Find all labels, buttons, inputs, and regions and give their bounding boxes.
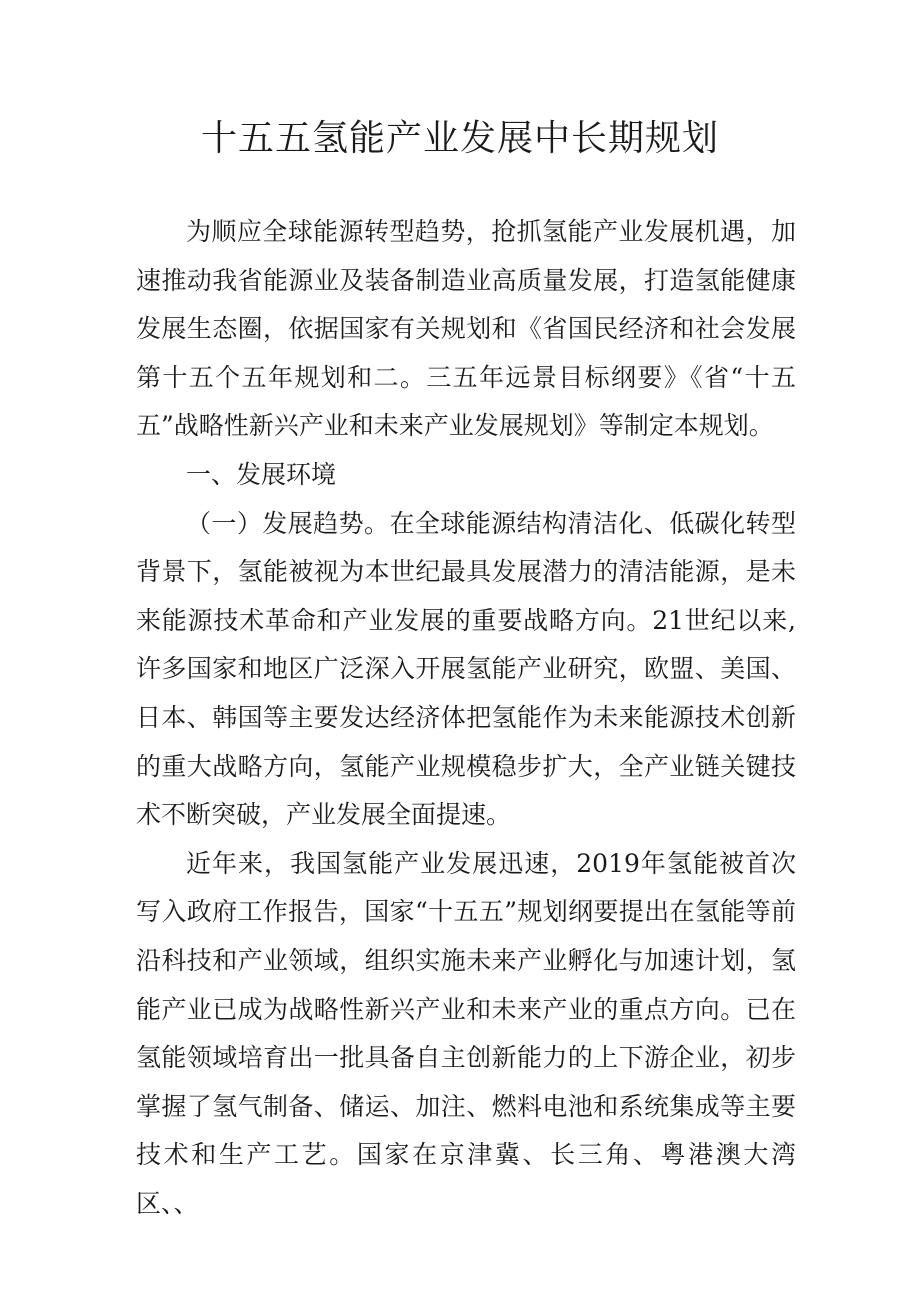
document-title: 十五五氢能产业发展中长期规划	[200, 118, 719, 159]
paragraph-recent-years: 近年来，我国氢能产业发展迅速，2019年氢能被首次写入政府工作报告，国家“十五五”规划纲要提出在氢能等前沿科技和产业领域，组织实施未来产业孵化与加速计划，氢能产业已成为战略性新兴产业和未来产业的重点方向。已在氢能领域培育出一批具备自主创新能力的上下游企业，初步掌握了氢气制备、储运、加注、燃料电池和系统集成等主要技术和生产工艺。国家在京津冀、长三角、粤港澳大湾区、、	[136, 848, 796, 1218]
document-body	[136, 208, 796, 1228]
intro-paragraph: 为顺应全球能源转型趋势，抢抓氢能产业发展机遇，加速推动我省能源业及装备制造业高质量发展，打造氢能健康发展生态圈，依据国家有关规划和《省国民经济和社会发展第十五个五年规划和二。三五年远景目标纲要》《省“十五五”战略性新兴产业和未来产业发展规划》等制定本规划。	[136, 217, 796, 441]
section-heading-development-environment: 一、发展环境	[186, 459, 337, 489]
paragraph-development-trend: （一）发展趋势。在全球能源结构清洁化、低碳化转型背景下，氢能被视为本世纪最具发展潜力的清洁能源，是未来能源技术革命和产业发展的重要战略方向。21世纪以来,许多国家和地区广泛深入开展氢能产业研究，欧盟、美国、日本、韩国等主要发达经济体把氢能作为未来能源技术创新的重大战略方向，氢能产业规模稳步扩大，全产业链关键技术不断突破，产业发展全面提速。	[136, 508, 796, 830]
